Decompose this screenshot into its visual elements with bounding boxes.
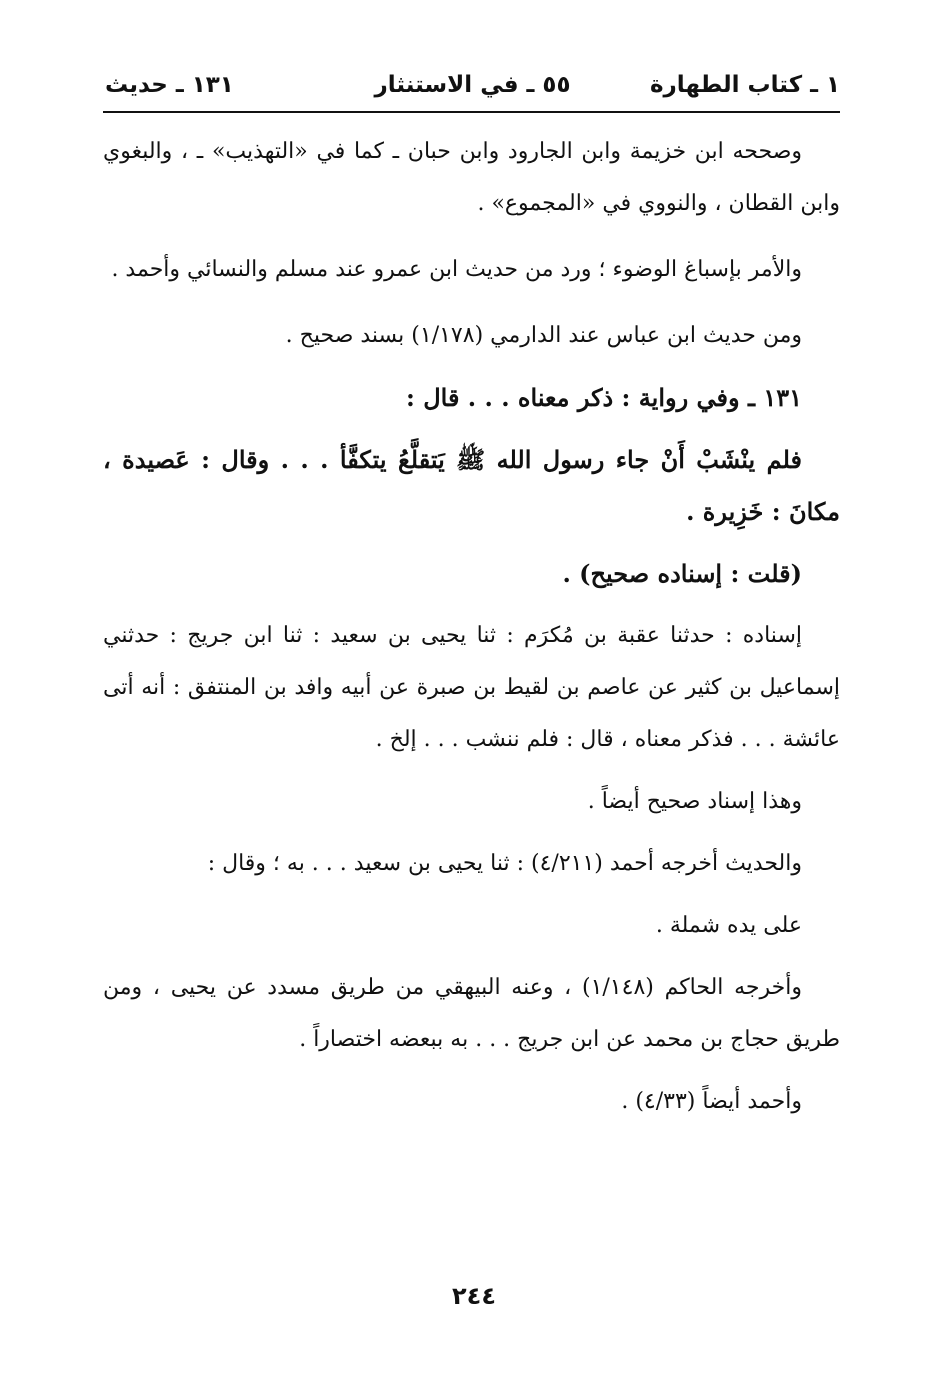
running-header (105, 72, 840, 112)
paragraph-isnad: إسناده : حدثنا عقبة بن مُكرَم : ثنا يحيى بن سعيد : ثنا ابن جريج : حدثني إسماعيل بن كثير عن عاصم بن لقيط بن صبرة عن أبيه وافد بن المنتفق : أنه أتى عائشة . . . فذكر معناه ، قال : فلم ننشب . . . إلخ . (103, 623, 840, 752)
hadith-text: فلم ينْشَبْ أَنْ جاء رسول الله ﷺ يَتقلَّعُ يتكفَّأ . . . وقال : عَصيدة ، مكانَ : خَزِيرة . (103, 445, 840, 526)
paragraph-ahmad-also: وأحمد أيضاً (٤/٣٣) . (621, 1089, 802, 1114)
paragraph-hakim: وأخرجه الحاكم (١/١٤٨) ، وعنه البيهقي من طريق مسدد عن يحيى ، ومن طريق حجاج بن محمد عن ابن جريج . . . به ببعضه اختصاراً . (103, 975, 840, 1052)
paragraph-ahmad: والحديث أخرجه أحمد (٤/٢١١) : ثنا يحيى بن سعيد . . . به ؛ وقال : (207, 851, 802, 876)
paragraph-shamla: على يده شملة . (655, 913, 802, 938)
header-hadith-number: ١٣١ ـ حديث (105, 72, 234, 98)
header-chapter-title: ٥٥ ـ في الاستنثار (374, 72, 571, 98)
page-body (103, 126, 840, 1128)
paragraph-wudu-command: والأمر بإسباغ الوضوء ؛ ورد من حديث ابن عمرو عند مسلم والنسائي وأحمد . (111, 257, 802, 282)
grading-note: (قلت : إسناده صحيح) . (562, 559, 802, 588)
page-number: ٢٤٤ (452, 1282, 496, 1310)
paragraph-isnad-sahih: وهذا إسناد صحيح أيضاً . (587, 789, 802, 814)
header-book-title: ١ ـ كتاب الطهارة (649, 72, 840, 98)
paragraph-ibn-abbas: ومن حديث ابن عباس عند الدارمي (١/١٧٨) بسند صحيح . (285, 323, 802, 348)
header-rule (103, 111, 840, 113)
hadith-heading: ١٣١ ـ وفي رواية : ذكر معناه . . . قال : (406, 383, 802, 412)
paragraph-authentication: وصححه ابن خزيمة وابن الجارود وابن حبان ـ كما في «التهذيب» ـ ، والبغوي وابن القطان ، والنووي في «المجموع» . (103, 139, 840, 216)
